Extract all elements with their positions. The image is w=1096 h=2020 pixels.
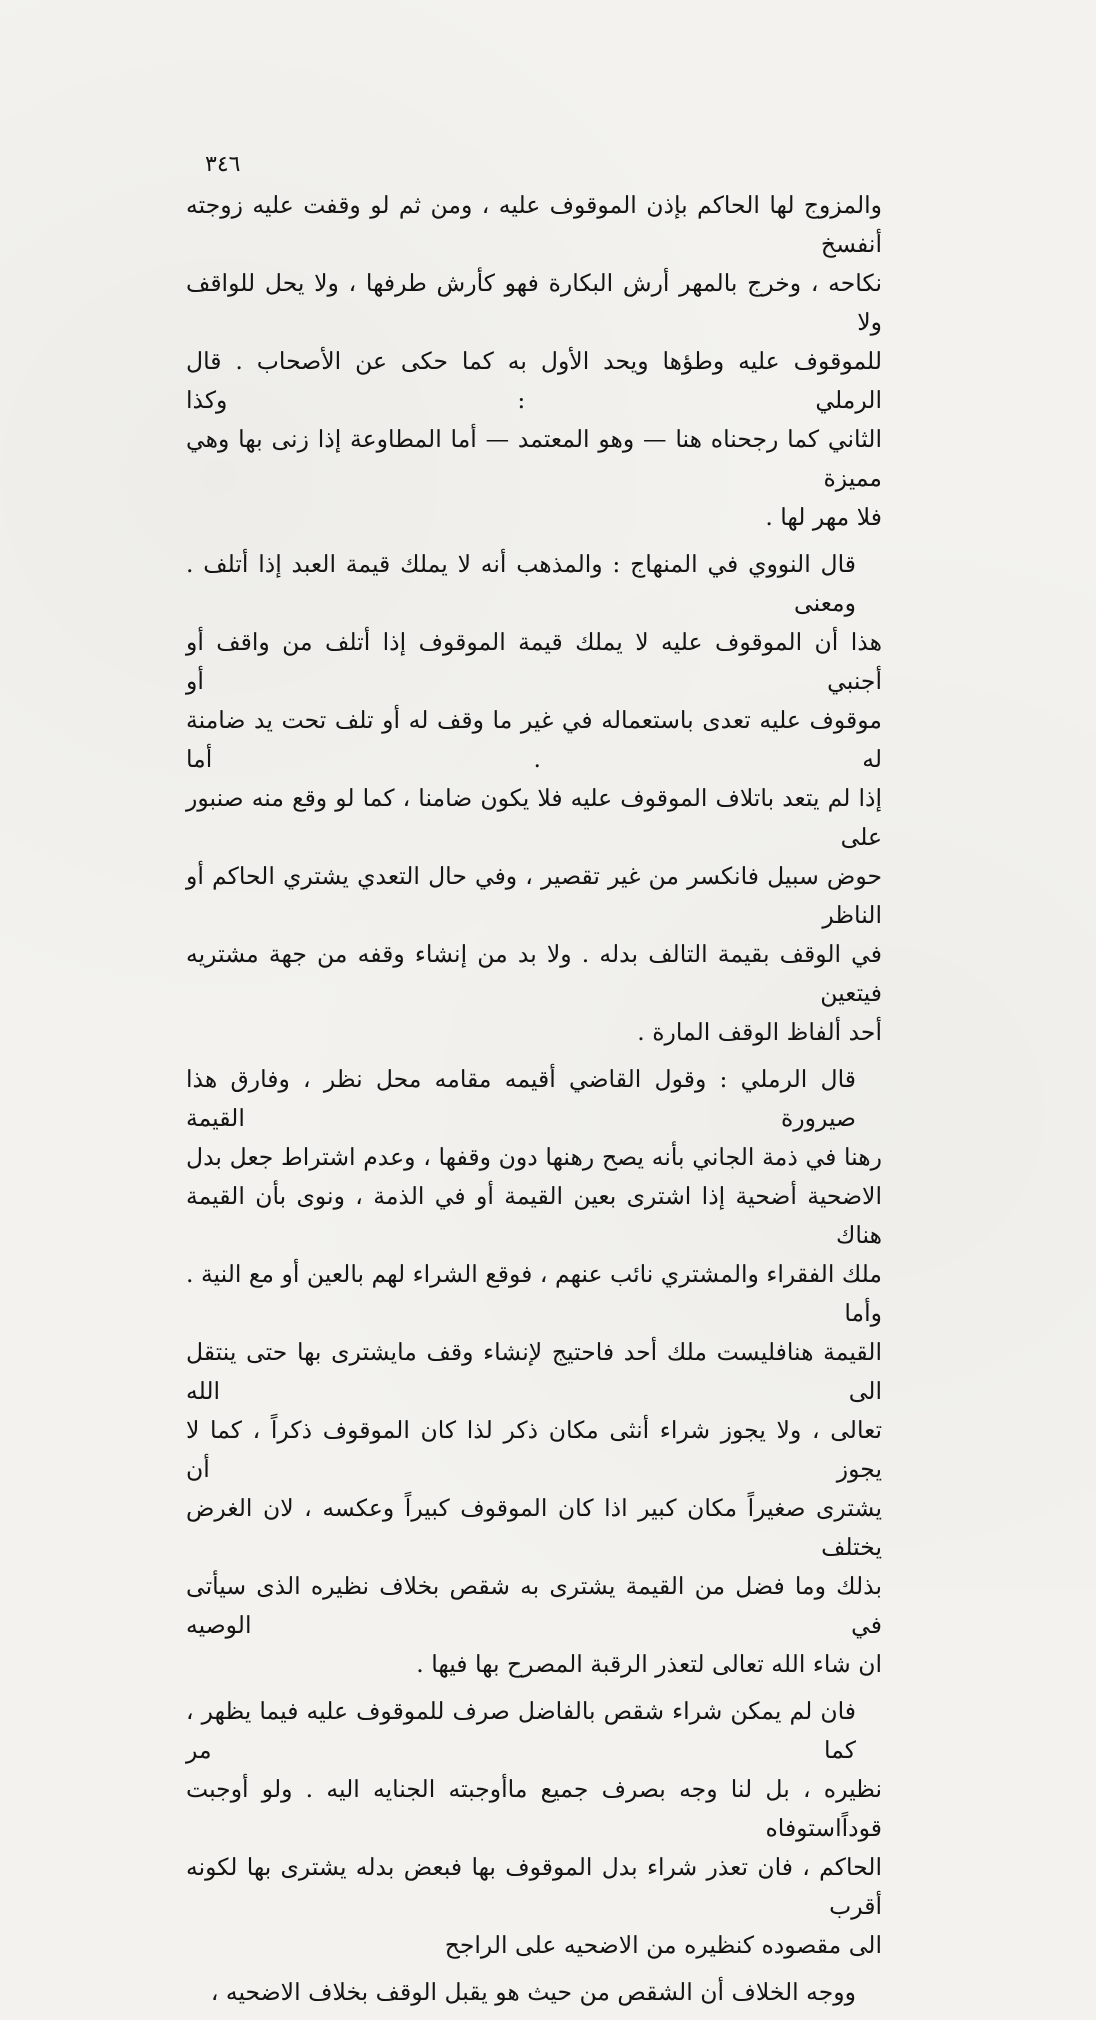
text-line: فان لم يمكن شراء شقص بالفاضل صرف للموقوف عليه فيما يظهر ، كما مر xyxy=(186,1697,856,1764)
paragraph-5 xyxy=(186,1973,882,2012)
text-line: فلا مهر لها . xyxy=(765,503,882,531)
paragraph-3 xyxy=(186,1060,882,1684)
text-line: بذلك وما فضل من القيمة يشترى به شقص بخلاف نظيره الذى سيأتى في الوصيه xyxy=(186,1572,882,1639)
text-line: الحاكم ، فان تعذر شراء بدل الموقوف بها فبعض بدله يشترى بها لكونه أقرب xyxy=(186,1853,882,1920)
body-text xyxy=(186,186,882,2020)
paragraph-1 xyxy=(186,186,882,537)
text-line: للموقوف عليه وطؤها ويحد الأول به كما حكى عن الأصحاب . قال الرملي : وكذا xyxy=(186,347,882,414)
text-line: نظيره ، بل لنا وجه بصرف جميع ماأوجبته الجنايه اليه . ولو أوجبت قوداًاستوفاه xyxy=(186,1775,882,1842)
paragraph-4 xyxy=(186,1692,882,1965)
text-line: في الوقف بقيمة التالف بدله . ولا بد من إنشاء وقفه من جهة مشتريه فيتعين xyxy=(186,940,882,1007)
text-line: الى مقصوده كنظيره من الاضحيه على الراجح xyxy=(444,1931,882,1959)
page-number: ٣٤٦ xyxy=(205,152,241,177)
text-line: الاضحية أضحية إذا اشترى بعين القيمة أو في الذمة ، ونوى بأن القيمة هناك xyxy=(186,1182,882,1249)
text-line: رهنا في ذمة الجاني بأنه يصح رهنها دون وقفها ، وعدم اشتراط جعل بدل xyxy=(186,1143,882,1171)
text-line: والمزوج لها الحاكم بإذن الموقوف عليه ، ومن ثم لو وقفت عليه زوجته أنفسخ xyxy=(186,191,882,258)
text-line: حوض سبيل فانكسر من غير تقصير ، وفي حال التعدي يشتري الحاكم أو الناظر xyxy=(186,862,882,929)
text-line: ووجه الخلاف أن الشقص من حيث هو يقبل الوقف بخلاف الاضحيه ، xyxy=(210,1978,856,2006)
text-line: ان شاء الله تعالى لتعذر الرقبة المصرح بها فيها . xyxy=(416,1650,882,1678)
text-line: ملك الفقراء والمشتري نائب عنهم ، فوقع الشراء لهم بالعين أو مع النية . وأما xyxy=(186,1260,882,1327)
text-line: تعالى ، ولا يجوز شراء أنثى مكان ذكر لذا كان الموقوف ذكراً ، كما لا يجوز أن xyxy=(186,1416,882,1483)
text-line: إذا لم يتعد باتلاف الموقوف عليه فلا يكون ضامنا ، كما لو وقع منه صنبور على xyxy=(186,784,882,851)
text-line: موقوف عليه تعدى باستعماله في غير ما وقف له أو تلف تحت يد ضامنة له . أما xyxy=(186,706,882,773)
text-line: نكاحه ، وخرج بالمهر أرش البكارة فهو كأرش طرفها ، ولا يحل للواقف ولا xyxy=(186,269,882,336)
text-line: يشترى صغيراً مكان كبير اذا كان الموقوف كبيراً وعكسه ، لان الغرض يختلف xyxy=(186,1494,882,1561)
text-line: أحد ألفاظ الوقف المارة . xyxy=(637,1018,882,1046)
text-line: القيمة هنافليست ملك أحد فاحتيج لإنشاء وقف مايشترى بها حتى ينتقل الى الله xyxy=(186,1338,882,1405)
paragraph-2 xyxy=(186,545,882,1052)
text-line: الثاني كما رجحناه هنا — وهو المعتمد — أما المطاوعة إذا زنى بها وهي مميزة xyxy=(186,425,882,492)
text-line: هذا أن الموقوف عليه لا يملك قيمة الموقوف إذا أتلف من واقف أو أجنبي أو xyxy=(186,628,882,695)
text-line: قال النووي في المنهاج : والمذهب أنه لا يملك قيمة العبد إذا أتلف . ومعنى xyxy=(186,550,856,617)
text-line: قال الرملي : وقول القاضي أقيمه مقامه محل نظر ، وفارق هذا صيرورة القيمة xyxy=(186,1065,856,1132)
